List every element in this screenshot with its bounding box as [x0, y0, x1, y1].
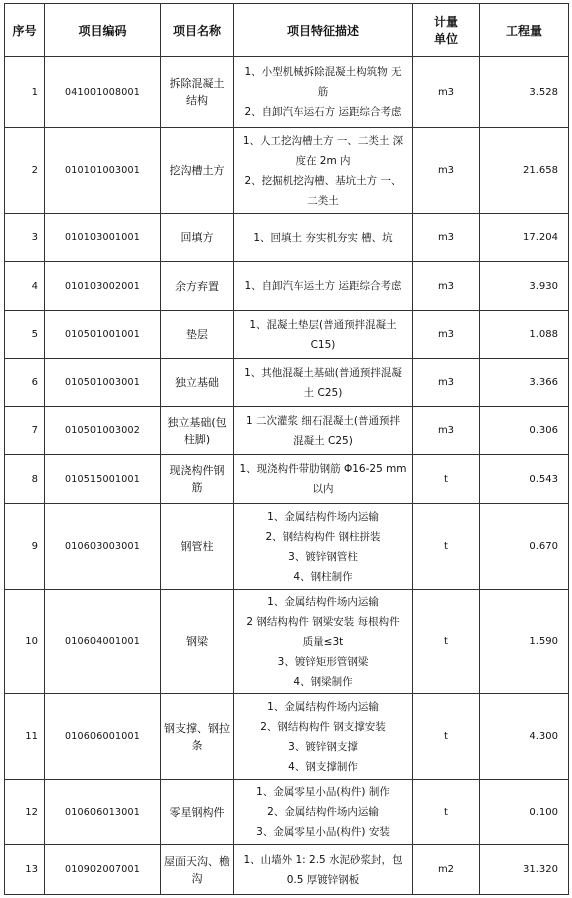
row-quantity: 0.670: [480, 504, 569, 590]
description-line: 1、金属结构件场内运输: [267, 595, 379, 608]
description-line: 1 二次灌浆 细石混凝土(普通预拌: [246, 414, 400, 427]
description-line: 2、金属结构件场内运输: [267, 806, 379, 818]
row-item-name: [161, 455, 234, 504]
table-row: [5, 262, 569, 311]
table-row: [5, 359, 569, 407]
row-item-name: [161, 57, 234, 128]
item-name-line: 垫层: [186, 328, 208, 341]
description-line: 1、自卸汽车运土方 运距综合考虑: [244, 280, 402, 292]
bill-of-quantities-table: [4, 3, 569, 895]
row-item-name: [161, 262, 234, 311]
description-line: 2 钢结构构件 钢梁安装 每根构件: [246, 615, 400, 628]
row-quantity: 17.204: [480, 214, 569, 262]
header-unit-line-1: 计量: [433, 15, 458, 29]
row-item-description: [234, 359, 413, 407]
row-item-code: 010902007001: [45, 845, 161, 895]
description-line: 3、镀锌钢管柱: [288, 550, 358, 563]
description-line: 2、钢结构构件 钢支撑安装: [260, 720, 386, 733]
description-line: 1、小型机械拆除混凝土构筑物 无: [244, 66, 402, 78]
description-line: 3、镀锌钢支撑: [288, 740, 358, 753]
item-name-line: 拆除混凝土: [169, 77, 225, 90]
row-item-name: [161, 780, 234, 845]
description-line: 2、钢结构构件 钢柱拼装: [265, 530, 381, 543]
item-name-line: 挖沟槽土方: [169, 164, 225, 177]
row-index: 5: [5, 311, 45, 359]
row-index: 3: [5, 214, 45, 262]
table-row: [5, 214, 569, 262]
row-item-name: [161, 311, 234, 359]
row-item-description: [234, 590, 413, 694]
description-line: 3、镀锌矩形管钢梁: [277, 655, 369, 668]
header-unit: [413, 4, 480, 57]
row-item-name: [161, 694, 234, 780]
row-unit: m3: [413, 407, 480, 455]
table-row: [5, 407, 569, 455]
description-line: 1、回填土 夯实机夯实 槽、坑: [253, 231, 393, 244]
row-quantity: 3.366: [480, 359, 569, 407]
description-line: 3、金属零星小品(构件) 安装: [256, 826, 390, 838]
row-item-code: 010501001001: [45, 311, 161, 359]
row-unit: t: [413, 455, 480, 504]
row-index: 7: [5, 407, 45, 455]
row-index: 8: [5, 455, 45, 504]
description-line: 土 C25): [303, 386, 343, 399]
row-index: 11: [5, 694, 45, 780]
table-row: [5, 694, 569, 780]
row-unit: t: [413, 780, 480, 845]
row-item-name: [161, 128, 234, 214]
row-item-description: [234, 128, 413, 214]
header-index: 序号: [5, 4, 45, 57]
row-index: 13: [5, 845, 45, 895]
description-line: 1、其他混凝土基础(普通预拌混凝: [244, 366, 402, 379]
row-item-name: [161, 214, 234, 262]
row-item-description: [234, 504, 413, 590]
description-line: 1、金属结构件场内运输: [267, 700, 379, 713]
row-index: 10: [5, 590, 45, 694]
row-item-name: [161, 359, 234, 407]
row-item-name: [161, 845, 234, 895]
row-item-code: 010604001001: [45, 590, 161, 694]
item-name-line: 现浇构件钢: [169, 464, 225, 477]
row-item-name: [161, 590, 234, 694]
table-row: [5, 311, 569, 359]
item-name-line: 余方弃置: [175, 279, 219, 293]
row-unit: m3: [413, 57, 480, 128]
table-header-row: [5, 4, 569, 57]
row-quantity: 21.658: [480, 128, 569, 214]
row-unit: m3: [413, 359, 480, 407]
item-name-line: 钢梁: [186, 635, 208, 648]
row-item-description: [234, 311, 413, 359]
header-item-code: 项目编码: [45, 4, 161, 57]
row-unit: m3: [413, 311, 480, 359]
item-name-line: 柱脚): [183, 432, 211, 446]
table-row: [5, 455, 569, 504]
item-name-line: 回填方: [180, 231, 214, 244]
row-index: 12: [5, 780, 45, 845]
row-quantity: 3.528: [480, 57, 569, 128]
header-quantity: 工程量: [480, 4, 569, 57]
row-item-code: 010103002001: [45, 262, 161, 311]
item-name-line: 独立基础: [175, 376, 219, 389]
row-unit: m3: [413, 128, 480, 214]
row-unit: t: [413, 504, 480, 590]
description-line: 二类土: [307, 194, 339, 207]
row-index: 1: [5, 57, 45, 128]
row-quantity: 0.543: [480, 455, 569, 504]
row-item-description: [234, 455, 413, 504]
description-line: 混凝土 C25): [293, 434, 353, 447]
row-index: 4: [5, 262, 45, 311]
header-item-description: 项目特征描述: [234, 4, 413, 57]
description-line: 以内: [312, 483, 334, 495]
table-row: [5, 590, 569, 694]
row-index: 6: [5, 359, 45, 407]
row-item-code: 041001008001: [45, 57, 161, 128]
row-unit: t: [413, 694, 480, 780]
row-item-description: [234, 214, 413, 262]
row-item-description: [234, 780, 413, 845]
row-item-description: [234, 407, 413, 455]
row-quantity: 0.306: [480, 407, 569, 455]
item-name-line: 钢支撑、钢拉: [164, 721, 230, 735]
row-unit: m3: [413, 262, 480, 311]
row-unit: t: [413, 590, 480, 694]
row-quantity: 0.100: [480, 780, 569, 845]
table-row: [5, 504, 569, 590]
item-name-line: 独立基础(包: [167, 415, 227, 429]
table-body: [5, 57, 569, 895]
header-item-name: 项目名称: [161, 4, 234, 57]
bill-of-quantities-table-wrapper: [4, 3, 569, 895]
item-name-line: 零星钢构件: [169, 805, 225, 819]
row-item-name: [161, 504, 234, 590]
row-quantity: 1.590: [480, 590, 569, 694]
row-item-code: 010101003001: [45, 128, 161, 214]
row-item-code: 010515001001: [45, 455, 161, 504]
description-line: 1、混凝土垫层(普通预拌混凝土: [249, 318, 397, 331]
description-line: 1、山墙外 1: 2.5 水泥砂浆封，包: [243, 853, 403, 866]
row-item-description: [234, 57, 413, 128]
table-row: [5, 845, 569, 895]
item-name-line: 条: [191, 738, 203, 752]
row-quantity: 1.088: [480, 311, 569, 359]
description-line: 2、自卸汽车运石方 运距综合考虑: [244, 106, 402, 118]
row-item-code: 010103001001: [45, 214, 161, 262]
description-line: 0.5 厚镀锌钢板: [286, 873, 360, 886]
row-index: 2: [5, 128, 45, 214]
row-unit: m3: [413, 214, 480, 262]
row-item-description: [234, 262, 413, 311]
description-line: 质量≤3t: [302, 635, 344, 648]
row-index: 9: [5, 504, 45, 590]
row-item-description: [234, 694, 413, 780]
row-item-code: 010501003002: [45, 407, 161, 455]
table-row: [5, 128, 569, 214]
row-item-code: 010606013001: [45, 780, 161, 845]
description-line: 筋: [317, 86, 329, 98]
description-line: 4、钢梁制作: [293, 675, 353, 688]
description-line: 1、现浇构件带肋钢筋 Φ16-25 mm: [239, 463, 407, 475]
item-name-line: 筋: [191, 481, 203, 494]
table-row: [5, 57, 569, 128]
description-line: C15): [310, 338, 336, 351]
description-line: 4、钢支撑制作: [288, 760, 358, 773]
item-name-line: 沟: [191, 871, 203, 885]
description-line: 1、金属结构件场内运输: [267, 510, 379, 523]
description-line: 度在 2m 内: [295, 154, 351, 167]
description-line: 1、人工挖沟槽土方 一、二类土 深: [242, 134, 404, 147]
row-item-name: [161, 407, 234, 455]
item-name-line: 结构: [186, 94, 208, 107]
header-unit-line-2: 单位: [433, 32, 458, 46]
table-row: [5, 780, 569, 845]
row-unit: m2: [413, 845, 480, 895]
row-item-code: 010603003001: [45, 504, 161, 590]
item-name-line: 屋面天沟、檐: [164, 854, 230, 868]
description-line: 1、金属零星小品(构件) 制作: [256, 786, 390, 798]
row-quantity: 4.300: [480, 694, 569, 780]
row-item-code: 010501003001: [45, 359, 161, 407]
row-item-description: [234, 845, 413, 895]
row-quantity: 31.320: [480, 845, 569, 895]
item-name-line: 钢管柱: [180, 540, 214, 553]
row-item-code: 010606001001: [45, 694, 161, 780]
description-line: 4、钢柱制作: [293, 570, 353, 583]
description-line: 2、挖掘机挖沟槽、基坑土方 一、: [244, 174, 402, 187]
row-quantity: 3.930: [480, 262, 569, 311]
